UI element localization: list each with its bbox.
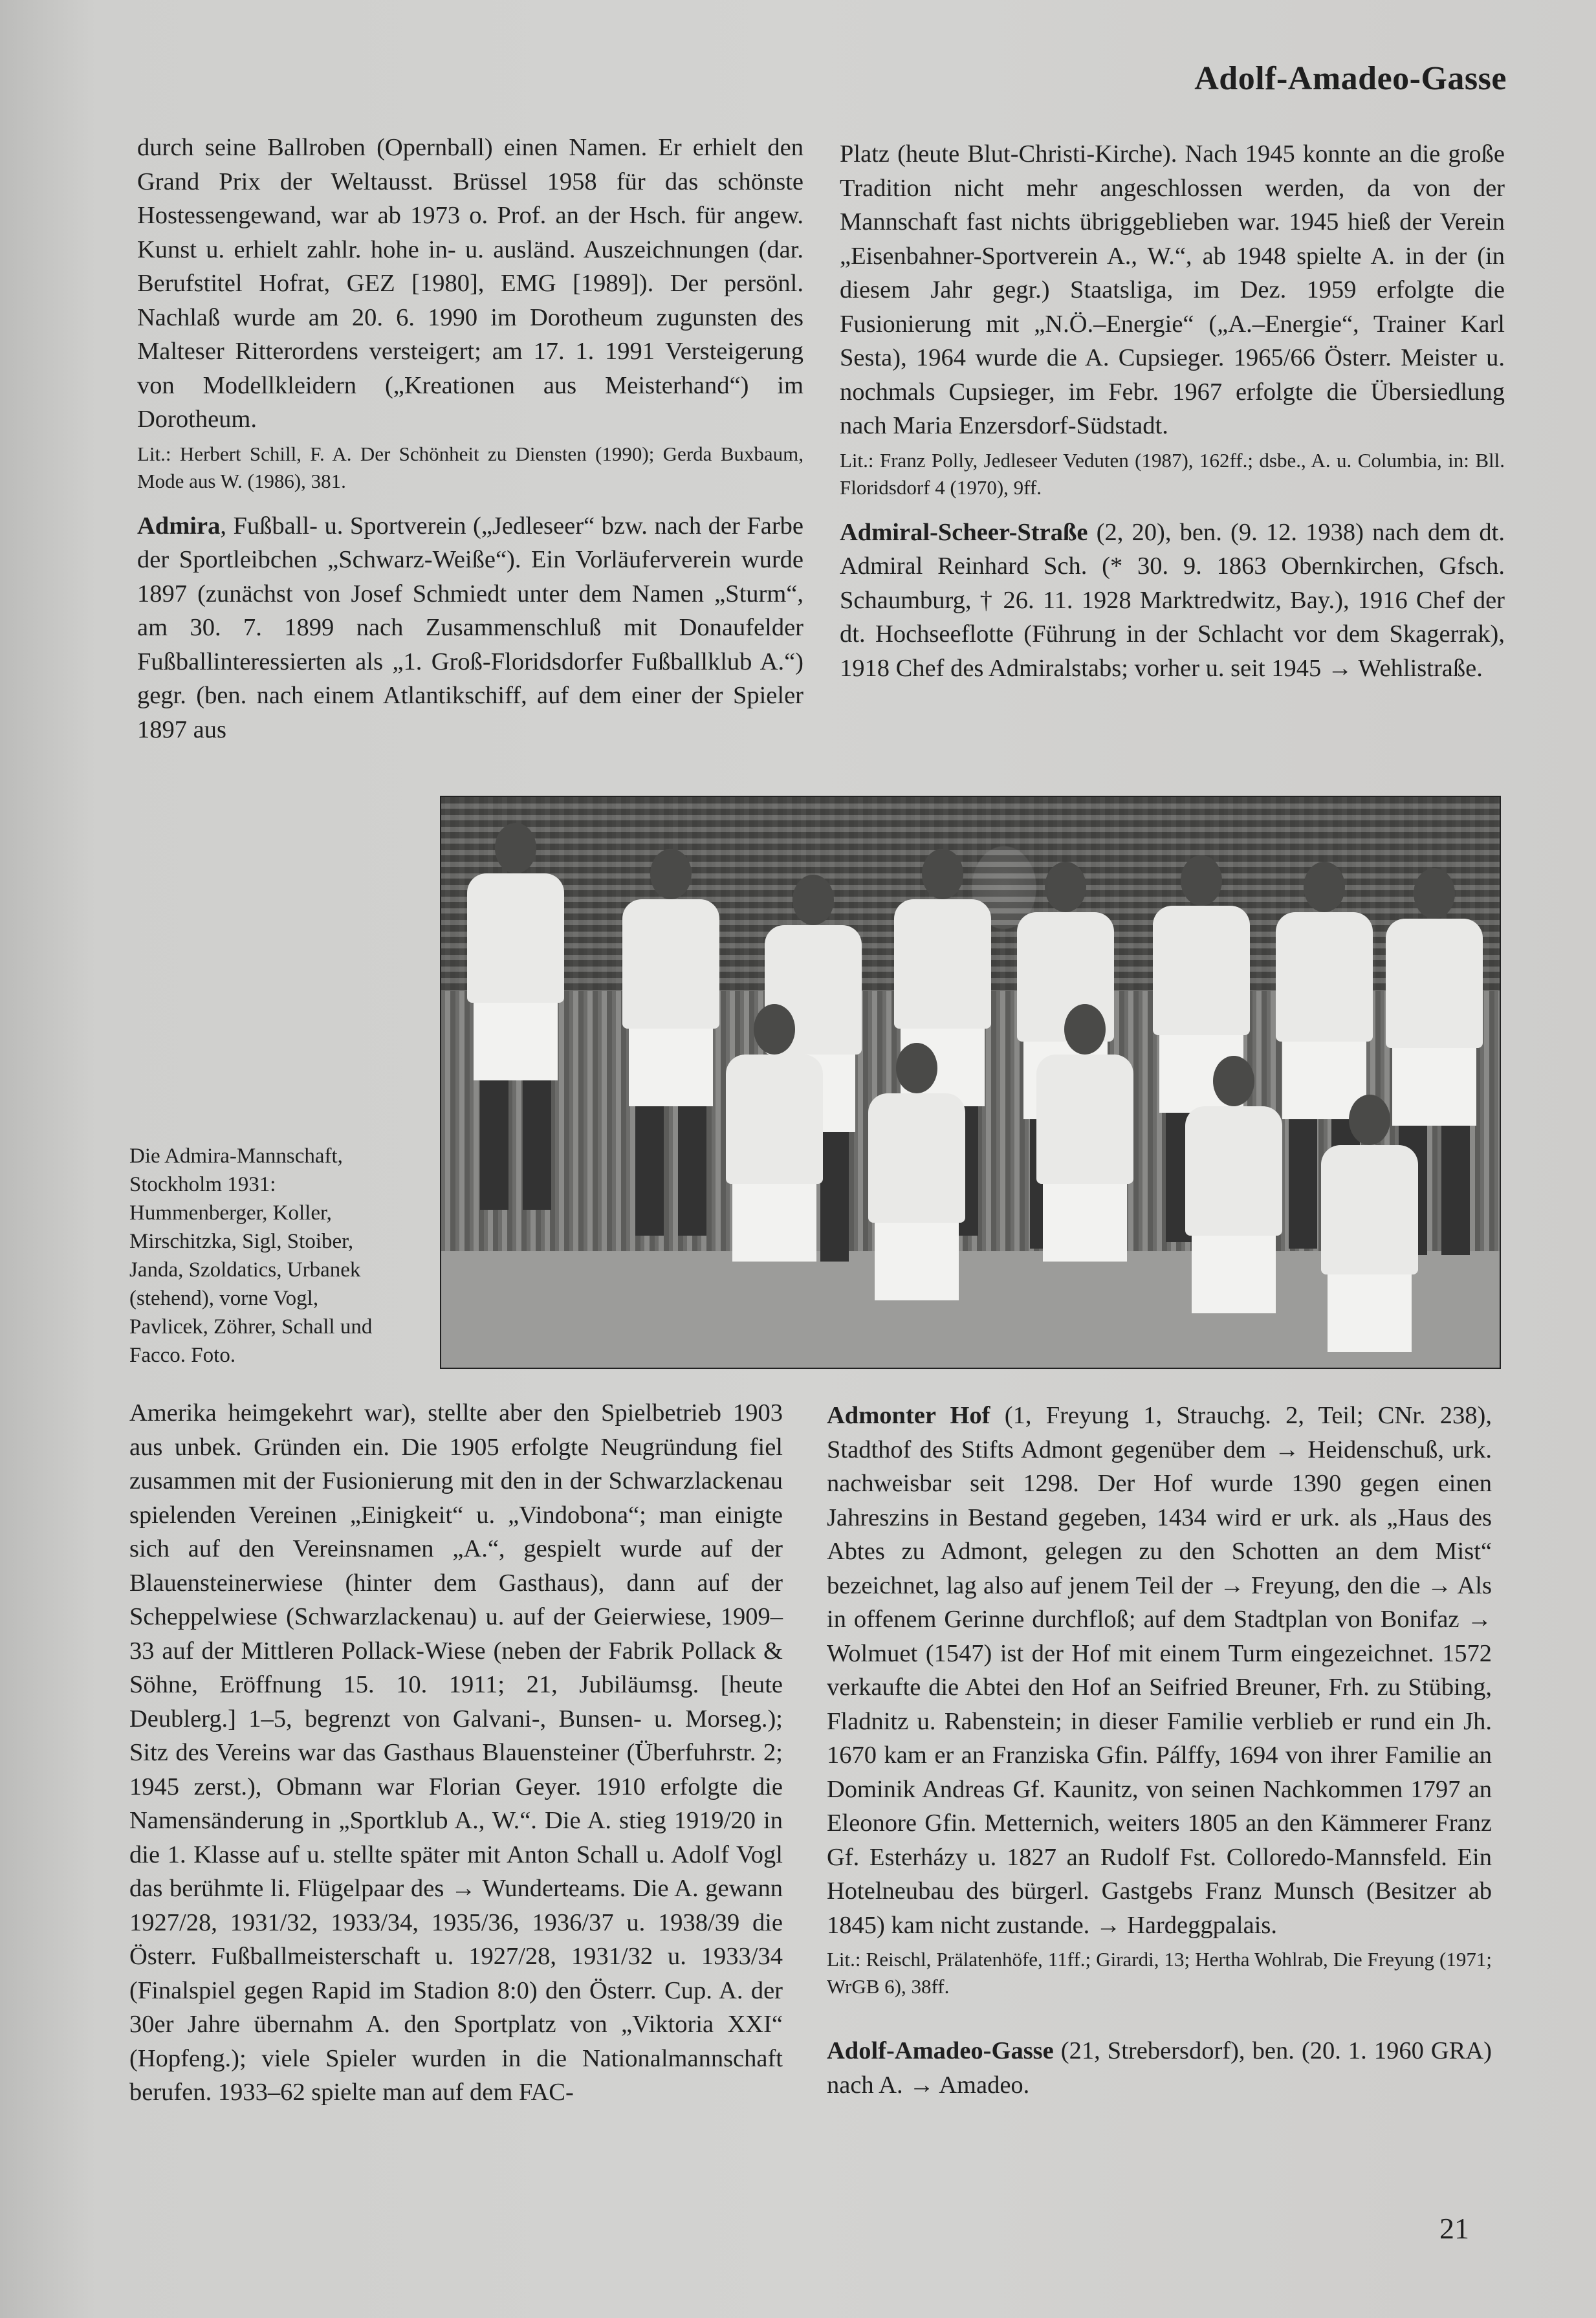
admira-entry-continuation: Amerika heimgekehrt war), stellte aber den Spielbetrieb 1903 aus unbek. Gründen ein. Die 1905 erfolgte Neugründung fiel zusammen mit der Fusionierung mit den in der Schwarzlackenau spielenden Vereinen „Einigkeit“ u. „Vindobona“; man einigte sich auf den Vereinsnamen „A.“, gespielt wurde auf der Blauensteinerwiese (hinter dem Gasthaus), dann auf der Scheppelwiese (Schwarzlackenau) u. auf der Geierwiese, 1909–33 auf der Mittleren Pollack-Wiese (neben der Fabrik Pollack & Söhne, Eröffnung 15. 10. 1911; 21, Jubiläumsg. [heute Deublerg.] 1–5, begrenzt von Galvani-, Bunsen- u. Morseg.); Sitz des Vereins war das Gasthaus Blauensteiner (Überfuhrstr. 2; 1945 zerst.), Obmann war Florian Geyer. 1910 erfolgte die Namensänderung in „Sportklub A., W.“. Die A. stieg 1919/20 in die 1. Klasse auf u. stellte später mit Anton Schall u. Adolf Vogl das berühmte li. Flügelpaar des → Wunderteams. Die A. gewann 1927/28, 1931/32, 1933/34, 1935/36, 1936/37 u. 1938/39 die Österr. Fußballmeisterschaft u. 1927/28, 1931/32 u. 1933/34 (Finalspiel gegen Rapid im Stadion 8:0) den Österr. Cup. A. der 30er Jahre übernahm A. den Sportplatz von „Viktoria XXI“ (Hopfeng.); viele Spieler wurden in die Nationalmannschaft berufen. 1933–62 spielte man auf dem FAC- xyxy=(129,1399,783,2106)
entry-admira xyxy=(137,509,803,747)
player-figure xyxy=(1036,1004,1133,1262)
page-number: 21 xyxy=(1439,2212,1469,2245)
entry-admonter-hof xyxy=(827,1399,1492,1942)
entry-adolf-amadeo-text: (21, Strebersdorf), ben. (20. 1. 1960 GRA) nach A. → Amadeo. xyxy=(827,2037,1492,2099)
entry-admira-text: , Fußball- u. Sportverein („Jedleseer“ bzw. nach der Farbe der Sportleibchen „Schwarz-Weiße“). Ein Vorläuferverein wurde 1897 (zunächst von Josef Schmiedt unter dem Namen „Sturm“, am 30. 7. 1899 nach Zusammenschluß mit Donaufelder Fußballinteressierten als „1. Groß-Floridsdorfer Fußballklub A.“) gegr. (ben. nach einem Atlantikschiff, auf dem einer der Spieler 1897 aus xyxy=(137,512,803,743)
lemma-admiral-scheer-strasse: Admiral-Scheer-Straße xyxy=(840,518,1088,546)
entry-adolf-amadeo-gasse xyxy=(827,2034,1492,2102)
player-figure xyxy=(467,823,564,1210)
column-left-bottom xyxy=(129,1396,783,2110)
column-left-top xyxy=(137,131,803,747)
literature-note: Lit.: Herbert Schill, F. A. Der Schönheit zu Diensten (1990); Gerda Buxbaum, Mode aus W. (1986), 381. xyxy=(137,442,803,492)
lemma-admonter-hof: Admonter Hof xyxy=(827,1402,990,1429)
player-figure xyxy=(1321,1095,1418,1352)
player-figure xyxy=(1185,1056,1282,1313)
player-figure xyxy=(868,1043,965,1300)
player-figure xyxy=(622,849,719,1236)
lemma-admira: Admira xyxy=(137,512,221,540)
fashion-entry-continuation: durch seine Ballroben (Opernball) einen Namen. Er erhielt den Grand Prix der Weltausst. Brüssel 1958 für das schönste Hostessengewand, war ab 1973 o. Prof. an der Hsch. für angew. Kunst u. erhielt zahlr. hohe in- u. ausländ. Auszeichnungen (dar. Berufstitel Hofrat, GEZ [1980], EMG [1989]). Der persönl. Nachlaß wurde am 20. 6. 1990 im Dorotheum zugunsten des Malteser Ritterordens versteigert; am 17. 1. 1991 Versteigerung von Modellkleidern („Kreationen aus Meisterhand“) im Dorotheum. xyxy=(137,134,803,433)
entry-admonter-hof-text: (1, Freyung 1, Strauchg. 2, Teil; CNr. 238), Stadthof des Stifts Admont gegenüber dem → Heidenschuß, urk. nachweisbar seit 1298. Der Hof wurde 1390 gegen einen Jahreszins in Bestand gegeben, 1434 wird er urk. als „Haus des Abtes zu Admont, gelegen zu den Schotten an dem Mist“ bezeichnet, lag also auf jenem Teil der → Freyung, den die → Als in offenem Gerinne durchfloß; auf dem Stadtplan von Bonifaz → Wolmuet (1547) ist der Hof mit einem Turm eingezeichnet. 1572 verkaufte die Abtei den Hof an Seifried Breuner, Frh. zu Stübing, Fladnitz u. Rabenstein; in dieser Familie verblieb er rund ein Jh. 1670 kam er an Franziska Gfin. Pálffy, 1694 von ihrer Familie an Dominik Andreas Gf. Kaunitz, von seinen Nachkommen 1797 an Eleonore Gfin. Metternich, weiters 1805 an den Kämmerer Franz Gf. Esterházy u. 1827 an Rudolf Fst. Colloredo-Mannsfeld. Ein Hotelneubau des bürgerl. Gastgebs Franz Munsch (Besitzer ab 1845) kam nicht zustande. → Hardeggpalais. xyxy=(827,1402,1492,1939)
admira-entry-continuation: Platz (heute Blut-Christi-Kirche). Nach 1945 konnte an die große Tradition nicht mehr angeschlossen werden, da von der Mannschaft fast nichts übriggeblieben war. 1945 hieß der Verein „Eisenbahner-Sportverein A., W.“, ab 1948 spielte A. in der (in diesem Jahr gegr.) Staatsliga, im Dez. 1959 erfolgte die Fusionierung mit „N.Ö.–Energie“ („A.–Energie“, Trainer Karl Sesta), 1964 wurde die A. Cupsieger. 1965/66 Österr. Meister u. nochmals Cupsieger, im Febr. 1967 erfolgte die Übersiedlung nach Maria Enzersdorf-Südstadt. xyxy=(840,140,1505,439)
lemma-adolf-amadeo-gasse: Adolf-Amadeo-Gasse xyxy=(827,2037,1054,2064)
literature-note: Lit.: Reischl, Prälatenhöfe, 11ff.; Girardi, 13; Hertha Wohlrab, Die Freyung (1971; WrGB 6), 38ff. xyxy=(827,1948,1492,1998)
photo-caption: Die Admira-Mannschaft, Stockholm 1931: Hummenberger, Koller, Mirschitzka, Sigl, Stoiber, Janda, Szoldatics, Urbanek (stehend), vorne Vogl, Pavlicek, Zöhrer, Schall und Facco. Foto. xyxy=(129,1144,373,1367)
running-head: Adolf-Amadeo-Gasse xyxy=(1194,60,1507,97)
entry-admiral-scheer-text: (2, 20), ben. (9. 12. 1938) nach dem dt. Admiral Reinhard Sch. (* 30. 9. 1863 Obernkirchen, Gfsch. Schaumburg, † 26. 11. 1928 Marktredwitz, Bay.), 1916 Chef der dt. Hochseeflotte (Führung in der Schlacht vor dem Skagerrak), 1918 Chef des Admiralstabs; vorher u. seit 1945 → Wehlistraße. xyxy=(840,518,1505,682)
team-photo xyxy=(440,796,1501,1369)
player-figure xyxy=(726,1004,823,1262)
literature-note: Lit.: Franz Polly, Jedleseer Veduten (1987), 162ff.; dsbe., A. u. Columbia, in: Bll. Floridsdorf 4 (1970), 9ff. xyxy=(840,448,1505,499)
column-right-bottom xyxy=(827,1399,1492,2102)
column-right-top xyxy=(840,137,1505,685)
entry-admiral-scheer-strasse xyxy=(840,516,1505,686)
